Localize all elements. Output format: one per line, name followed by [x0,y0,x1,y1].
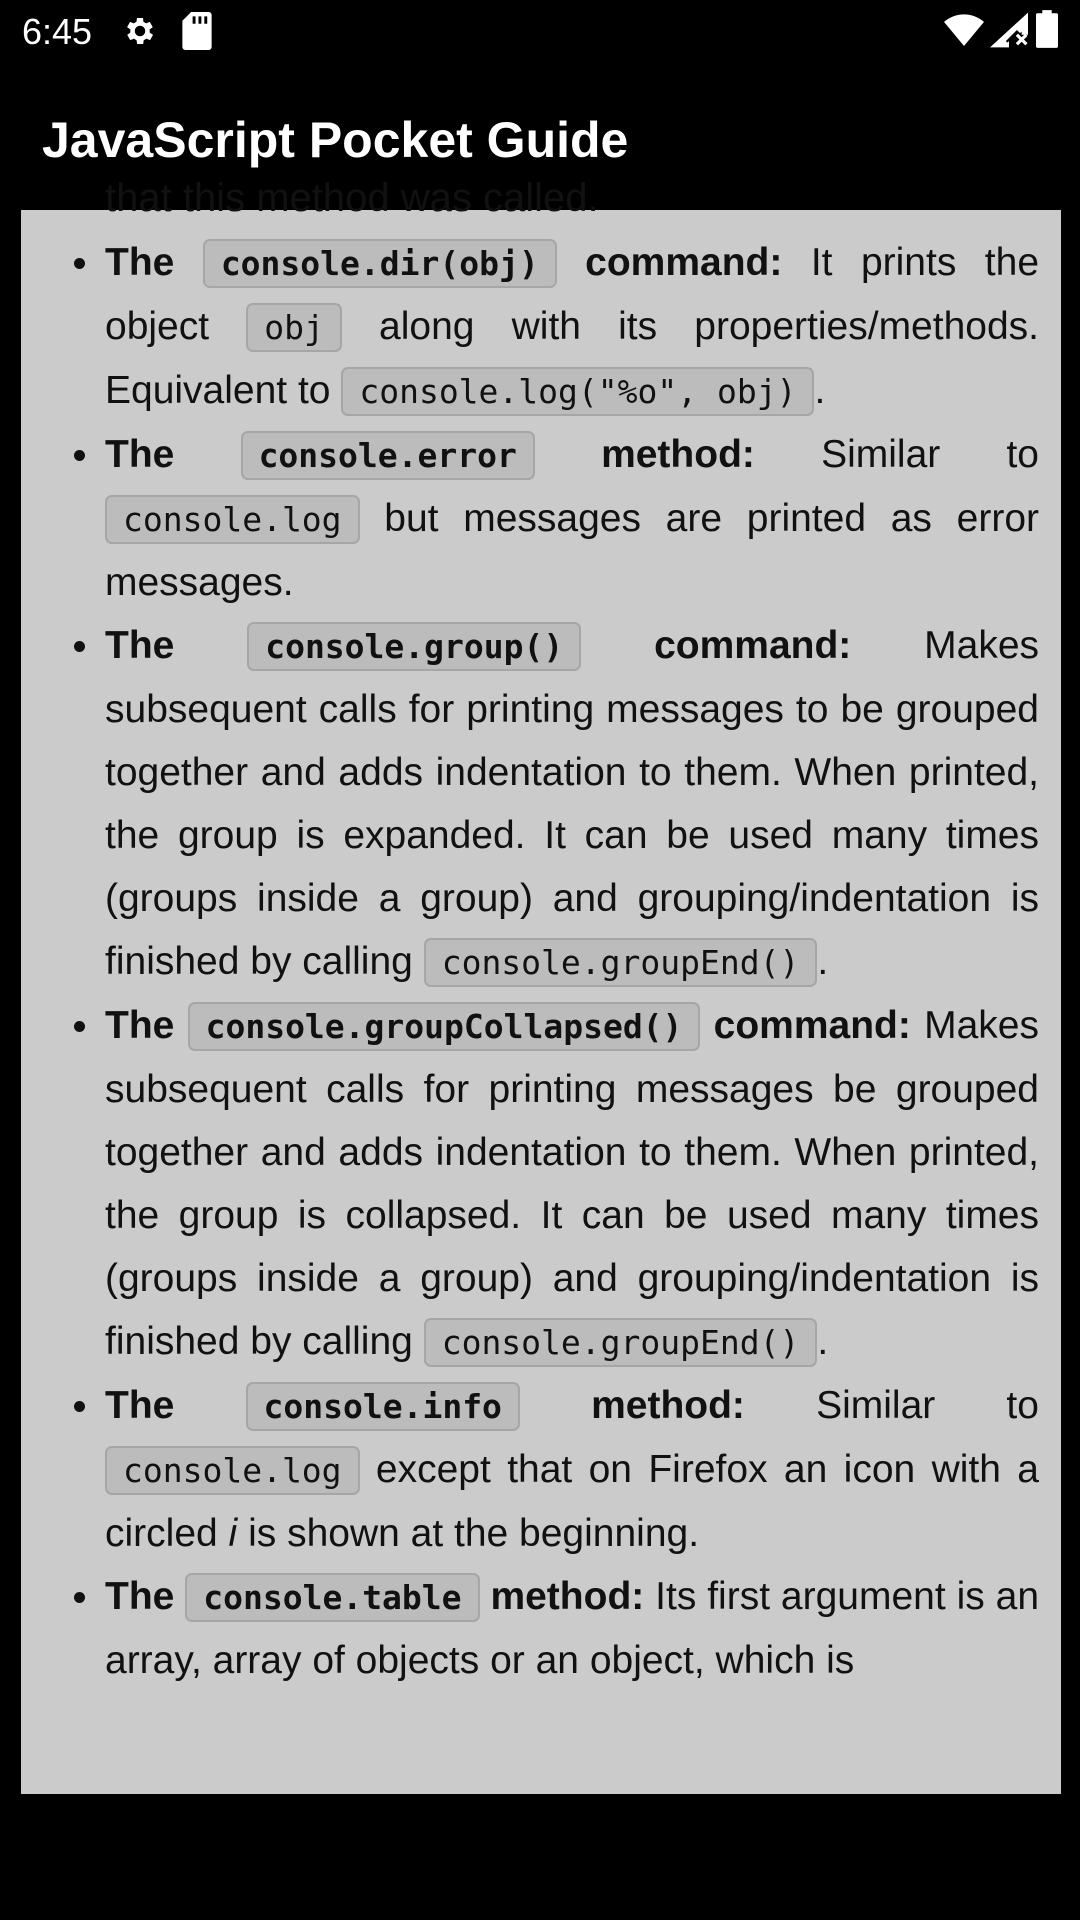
item-kind: command: [585,241,783,284]
item-text: . [817,1320,829,1363]
item-kind: method: [490,1575,645,1618]
sd-card-icon [182,12,212,55]
code-snippet: console.groupEnd() [424,938,818,987]
code-snippet: console.group() [247,622,581,671]
code-snippet: console.info [246,1382,520,1431]
status-time: 6:45 [22,11,93,52]
item-text: but messages are printed as error messages. [105,497,1039,604]
item-kind: method: [591,1384,745,1427]
list-item [105,1565,1039,1692]
item-prefix: The [105,1575,175,1618]
list-item [105,994,1039,1374]
list-item [105,231,1039,423]
item-text: except that on Firefox an icon with a circled [105,1448,1039,1555]
item-text: It prints the object [105,241,1040,348]
item-text: Makes subsequent calls for printing messages be grouped together and adds indentation to them. When printed, the group is collapsed. It can be used many times (groups inside a group) and grouping/indentation is finished by calling [105,1004,1039,1363]
item-text: . [814,369,826,412]
code-snippet: console.groupEnd() [424,1318,818,1367]
content-panel [21,176,1061,1794]
cut-off-text: that this method was called. [105,176,599,220]
status-bar [0,0,1080,64]
item-text: Similar to [816,1384,1039,1427]
item-prefix: The [105,624,175,667]
gear-icon [122,13,158,54]
list-item [105,423,1039,614]
code-snippet: console.log [105,495,360,544]
item-text: along with its properties/methods. Equivalent to [105,305,1039,412]
signal-icon [990,12,1028,53]
item-prefix: The [105,1004,175,1047]
item-prefix: The [105,241,175,284]
item-text: Similar to [821,433,1039,476]
item-text: is shown at the beginning. [248,1512,700,1555]
code-snippet: console.log [105,1446,360,1495]
wifi-icon [944,14,984,53]
content-scroll-area[interactable] [0,176,1080,1794]
console-methods-list [105,231,1039,1692]
code-snippet: console.error [241,431,535,480]
item-text: . [817,940,829,983]
battery-icon [1036,10,1058,53]
code-snippet: console.table [185,1573,479,1622]
item-prefix: The [105,1384,175,1427]
app-title: JavaScript Pocket Guide [42,112,629,168]
item-text: Makes subsequent calls for printing messages to be grouped together and adds indentation to them. When printed, the group is expanded. It can be used many times (groups inside a group) and grouping/indentation is finished by calling [105,624,1040,983]
list-item [105,1374,1039,1565]
code-snippet: console.dir(obj) [203,239,557,288]
code-snippet: console.log("%o", obj) [341,367,814,416]
item-kind: method: [601,433,755,476]
list-item [105,614,1039,994]
item-text: Its first argument is an array, array of objects or an object, which is [105,1575,1040,1682]
code-snippet: obj [246,303,342,352]
item-kind: command: [654,624,852,667]
navigation-bar [0,1794,1080,1920]
italic-letter: i [228,1512,238,1555]
item-prefix: The [105,433,175,476]
code-snippet: console.groupCollapsed() [188,1002,701,1051]
item-kind: command: [713,1004,911,1047]
